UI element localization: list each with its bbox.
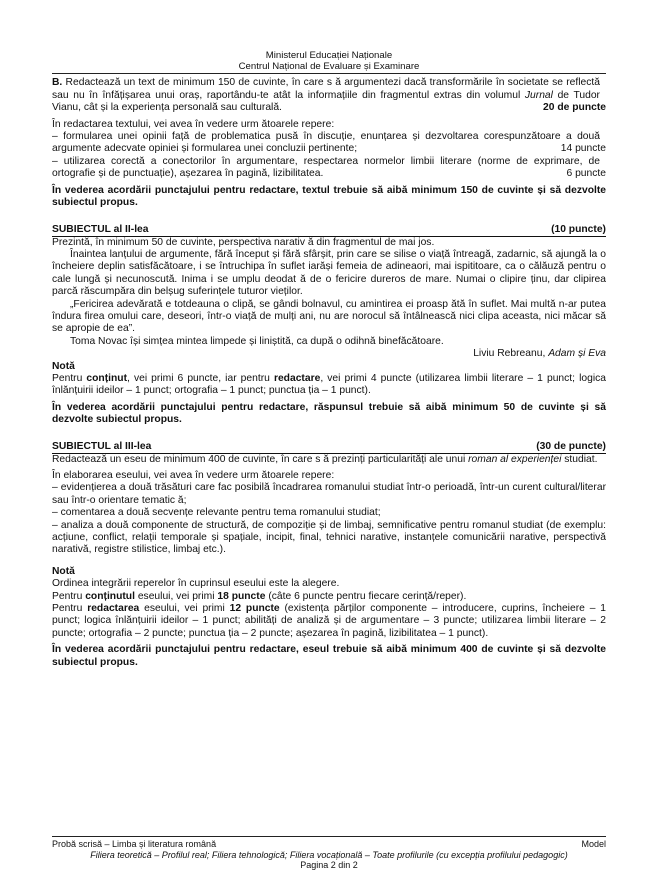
s3-task-italic: roman al experienței [468,453,562,465]
part-b-note: În vederea acordării punctajului pentru redactare, textul trebuie să aibă minimum 150 de cuvinte și să dezvolte subiectul propus. [52,184,606,209]
part-b-criterion-1-text: – formularea unei opinii față de problematica pusă în discuție, enunțarea și dezvoltarea corespunzătoare a două argumente adecvate opiniei și formularea unei concluzii pertinente; [52,131,600,155]
part-b-section [52,77,606,209]
subject-2-points: (10 puncte) [551,223,606,235]
footer-row-1 [52,839,606,850]
s3-n2-e: (câte 6 puncte pentru fiecare cerință/reper). [265,590,467,602]
part-b-task-work: Jurnal [524,89,553,101]
subject-3-points: (30 de puncte) [536,440,606,452]
subject-2-task: Prezintă, în minimum 50 de cuvinte, perspectiva narativ ă din fragmentul de mai jos. [52,236,435,248]
subject-2-note: În vederea acordării punctajului pentru redactare, răspunsul trebuie să aibă minimum 50 de cuvinte și să dezvolte subiectul propus. [52,401,606,426]
header-center: Centrul Național de Evaluare și Examinare [238,61,420,73]
subject-2-work: Adam și Eva [548,348,606,360]
page-header [52,50,606,72]
s3-n3-b: redactarea [87,603,140,615]
subject-2-note-text [52,373,606,398]
s2-note-content: conținut [86,372,128,384]
s3-n2-a: Pentru [52,590,86,602]
subject-3-intro: În elaborarea eseului, vei avea în vedere urm ătoarele repere: [52,470,335,482]
footer-profiles: Filiera teoretică – Profilul real; Filiera tehnologică; Filiera vocațională – Toate profilurile (cu excepția profilului pedagogic) [90,849,568,860]
subject-3-title-row [52,441,606,454]
part-b-criterion-1 [52,131,606,156]
subject-2-note-title: Notă [52,360,75,372]
footer-model: Model [581,839,606,849]
subject-2-fragment-p1: Înaintea lanțului de argumente, fără început și fără sfârșit, prin care se silise o viață întreagă, zadarnic, să ajungă la o încheiere deplin satisfăcătoare, i se întruchipa în suflet iarăși femeia de adineaori, mai ispititoare, ca o călăuză pentru o cale lungă și necunoscută. Inima i se umplu deodat ă de o fericire dureros de mare. Numai o clipire ținu, dar clipirea parcă răscumpăra din belșug suferințele tuturor vieților. [52,248,606,298]
subject-2-section [52,224,606,427]
subject-3-section [52,441,606,670]
part-b-intro: În redactarea textului, vei avea în vedere urm ătoarele repere: [52,118,335,130]
subject-3-reper-2: – comentarea a două secvențe relevante pentru tema romanului studiat; [52,507,381,519]
s3-n2-c: eseului, vei primi [134,590,218,602]
s2-note-d: , vei primi 4 puncte (utilizarea limbii literare – 1 punct; logica înlănțuirii ideilor – 1 punct; ortografia – 1 punct; punctua ția – 1 punct). [52,372,606,397]
subject-3-note-2 [52,591,606,603]
header-rule [52,73,606,74]
s3-task-a: Redactează un eseu de minimum 400 de cuvinte, în care s ă prezinți particularități ale unui [52,453,469,465]
subject-2-author: Liviu Rebreanu, [473,348,549,360]
s3-n2-d: 18 puncte [217,590,266,602]
s2-note-redactare: redactare [273,372,321,384]
s3-n3-d: 12 puncte [229,603,280,615]
part-b-criterion-1-points: 14 puncte [560,143,606,155]
part-b-criterion-2-text: – utilizarea corectă a conectorilor în argumentare, respectarea normelor limbii literare (norme de exprimare, de ortografie și de punctuație), așezarea în pagină, lizibilitatea. [52,155,600,180]
subject-2-title: SUBIECTUL al II-lea [52,223,149,235]
subject-2-fragment-p3: Toma Novac își simțea mintea limpede și liniștită, ca după o odihnă binefăcătoare. [70,335,444,347]
subject-3-note-1: Ordinea integrării reperelor în cuprinsul eseului este la alegere. [52,578,340,590]
part-b-task-text-a: Redactează un text de minimum 150 de cuvinte, în care s ă argumentezi dacă transformările în societate se reflectă sau nu în înfățișarea unui oraș, raportându-te atât la informațiile din fragmentul extras din volumul [52,77,600,101]
subject-3-title: SUBIECTUL al III-lea [52,440,152,452]
subject-3-task [52,454,606,466]
page-footer [52,836,606,871]
footer-rule [52,836,606,837]
subject-3-note: În vederea acordării punctajului pentru redactare, eseul trebuie să aibă minimum 400 de cuvinte și să dezvolte subiectul propus. [52,644,606,668]
part-b-criterion-2 [52,156,606,181]
subject-3-note-title: Notă [52,565,75,577]
subject-3-note-3 [52,603,606,640]
subject-2-title-row [52,224,606,237]
part-b-task-text-b: de Tudor Vianu, cât și la experiența personală sau culturală. [52,89,600,114]
s3-n3-c: eseului, vei primi [139,603,230,615]
subject-3-reper-1: – evidențierea a două trăsături care fac posibilă încadrarea romanului studiat într-o perioadă, într-un curent cultural/literar sau într-o orientare tematic ă; [52,482,606,506]
part-b-label: B. [52,77,63,89]
subject-2-fragment-p2: „Fericirea adevărată e totdeauna o clipă, se gândi bolnavul, cu amintirea ei proasp ătă în suflet. Mai multă n-ar putea îndura firea omului care, deseori, într-o viață de mulți ani, nu are norocul să întâlnească nici clipa aceasta, nici măcar să se apropie de ea”. [52,298,606,335]
footer-page-number: Pagina 2 din 2 [300,860,358,870]
header-ministry: Ministerul Educației Naționale [265,50,393,61]
exam-page [52,50,606,669]
s2-note-a: Pentru [52,372,87,384]
part-b-task [52,77,606,114]
s3-n3-e: (existența părților componente – introducere, cuprins, încheiere – 1 punct; logica înlănțuirii ideilor – 1 punct; abilități de analiză și de argumentare – 3 puncte; utilizarea limbii literare – 2 puncte; ortografia – 2 puncte; punctua ția – 2 puncte; așezarea în pagină, lizibilitatea – 1 punct). [52,603,606,639]
s3-n3-a: Pentru [52,603,88,615]
subject-3-reper-3: – analiza a două componente de structură, de compoziție și de limbaj, semnificative pentru romanul studiat (de exemplu: acțiune, conflict, relații temporale și spațiale, incipit, final, tehnici narative, instanțele comunicării narative, perspectivă narativă, registre stilistice, limbaj etc.). [52,519,606,556]
part-b-points: 20 de puncte [543,102,606,114]
s2-note-c: , vei primi 6 puncte, iar pentru [127,372,274,384]
s3-n2-b: conținutul [85,590,135,602]
part-b-criterion-2-points: 6 puncte [566,168,606,180]
s3-task-b: studiat. [561,453,598,465]
footer-exam: Probă scrisă – Limba și literatura română [52,839,217,849]
subject-2-source [52,348,606,360]
